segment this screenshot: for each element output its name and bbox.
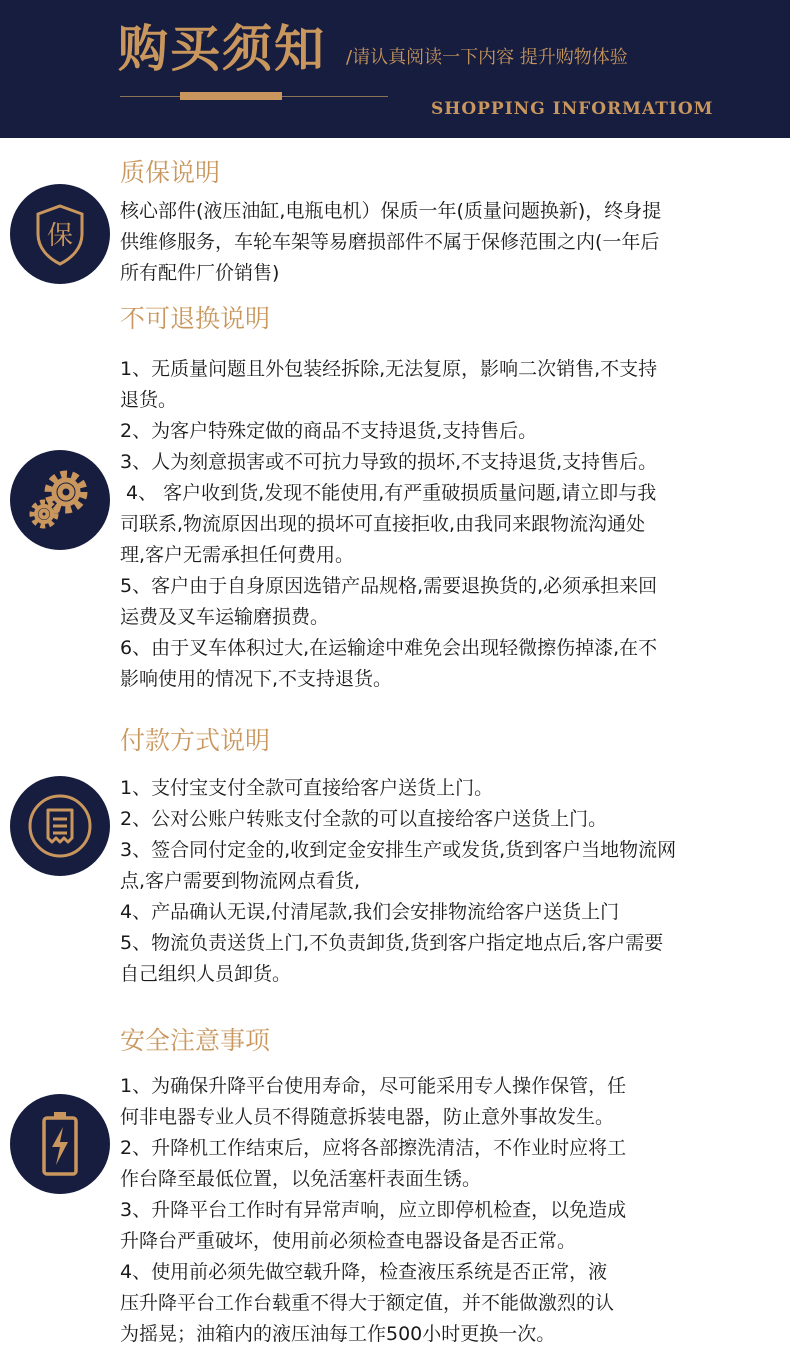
header-divider-accent <box>180 92 282 100</box>
text-line: 3、人为刻意损害或不可抗力导致的损坏,不支持退货,支持售后。 <box>120 451 658 473</box>
text-line: 3、签合同付定金的,收到定金安排生产或发货,货到客户当地物流网 <box>120 839 677 861</box>
text-line: 1、为确保升降平台使用寿命，尽可能采用专人操作保管，任 <box>120 1075 627 1097</box>
page-title-english: SHOPPING INFORMATIOM <box>431 99 714 119</box>
receipt-icon <box>10 776 110 876</box>
text-line: 司联系,物流原因出现的损坏可直接拒收,由我同来跟物流沟通处 <box>120 513 646 535</box>
text-line: 升降台严重破坏，使用前必须检查电器设备是否正常。 <box>120 1230 577 1252</box>
warranty-text <box>120 196 770 289</box>
page-title: 购买须知 <box>118 19 326 78</box>
text-line: 压升降平台工作台载重不得大于额定值，并不能做激烈的认 <box>120 1292 615 1314</box>
shield-icon <box>10 184 110 284</box>
text-line: 2、升降机工作结束后，应将各部擦洗清洁，不作业时应将工 <box>120 1137 627 1159</box>
text-line: 4、使用前必须先做空载升降，检查液压系统是否正常，液 <box>120 1261 608 1283</box>
text-line: 作台降至最低位置，以免活塞杆表面生锈。 <box>120 1168 482 1190</box>
text-line: 2、为客户特殊定做的商品不支持退货,支持售后。 <box>120 420 538 442</box>
text-line: 核心部件(液压油缸,电瓶电机）保质一年(质量问题换新)，终身提 <box>120 200 662 222</box>
section-title-warranty: 质保说明 <box>120 158 221 187</box>
text-line: 自己组织人员卸货。 <box>120 963 292 985</box>
section-title-returns: 不可退换说明 <box>120 304 271 333</box>
text-line: 2、公对公账户转账支付全款的可以直接给客户送货上门。 <box>120 808 608 830</box>
section-title-payment: 付款方式说明 <box>120 726 271 755</box>
gears-icon <box>10 450 110 550</box>
safety-text <box>120 1071 770 1350</box>
text-line: 所有配件厂价销售) <box>120 262 280 284</box>
text-line: 理,客户无需承担任何费用。 <box>120 544 355 566</box>
text-line: 6、由于叉车体积过大,在运输途中难免会出现轻微擦伤掉漆,在不 <box>120 637 658 659</box>
text-line: 供维修服务，车轮车架等易磨损部件不属于保修范围之内(一年后 <box>120 231 660 253</box>
text-line: 4、 客户收到货,发现不能使用,有严重破损质量问题,请立即与我 <box>120 482 657 504</box>
text-line: 运费及叉车运输磨损费。 <box>120 606 330 628</box>
returns-text <box>120 354 770 695</box>
text-line: 3、升降平台工作时有异常声响，应立即停机检查，以免造成 <box>120 1199 627 1221</box>
payment-text <box>120 773 770 990</box>
text-line: 为摇晃；油箱内的液压油每工作500小时更换一次。 <box>120 1323 556 1345</box>
text-line: 1、无质量问题且外包装经拆除,无法复原，影响二次销售,不支持 <box>120 358 658 380</box>
page-subtitle: /请认真阅读一下内容 提升购物体验 <box>346 47 628 68</box>
text-line: 退货。 <box>120 389 178 411</box>
battery-lightning-icon <box>10 1094 110 1194</box>
text-line: 5、客户由于自身原因选错产品规格,需要退换货的,必须承担来回 <box>120 575 658 597</box>
text-line: 点,客户需要到物流网点看货, <box>120 870 361 892</box>
text-line: 何非电器专业人员不得随意拆装电器，防止意外事故发生。 <box>120 1106 615 1128</box>
header-banner <box>0 0 790 138</box>
text-line: 5、物流负责送货上门,不负责卸货,货到客户指定地点后,客户需要 <box>120 932 664 954</box>
text-line: 1、支付宝支付全款可直接给客户送货上门。 <box>120 777 494 799</box>
text-line: 影响使用的情况下,不支持退货。 <box>120 668 393 690</box>
text-line: 4、产品确认无误,付清尾款,我们会安排物流给客户送货上门 <box>120 901 620 923</box>
shield-glyph: 保 <box>46 221 74 251</box>
section-title-safety: 安全注意事项 <box>120 1026 271 1055</box>
